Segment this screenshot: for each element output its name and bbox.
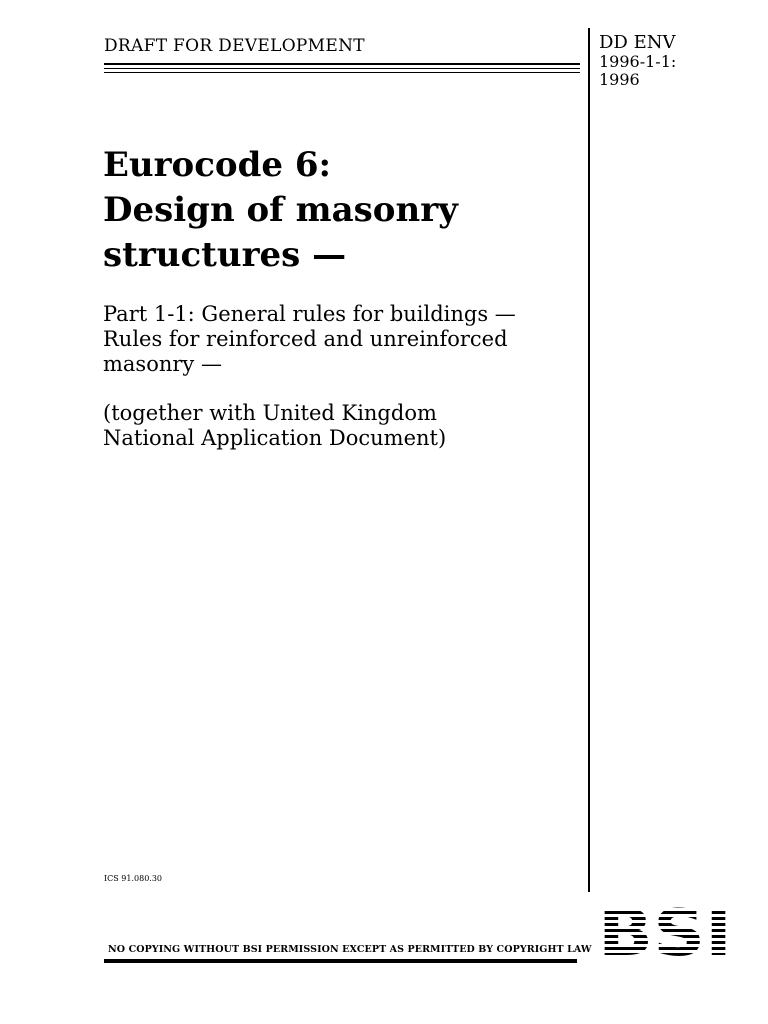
document-number bbox=[599, 33, 676, 89]
copyright-notice: NO COPYING WITHOUT BSI PERMISSION EXCEPT AS PERMITTED BY COPYRIGHT LAW bbox=[108, 944, 592, 955]
document-title bbox=[103, 143, 573, 278]
title-line3: structures — bbox=[103, 235, 347, 275]
vertical-divider bbox=[588, 28, 590, 892]
subtitle-line2: Rules for reinforced and unreinforced bbox=[103, 327, 508, 351]
subtitle-line3: masonry — bbox=[103, 352, 222, 376]
header-rule-bottom bbox=[104, 72, 580, 73]
document-number-line2: 1996-1-1: bbox=[599, 52, 677, 71]
document-supplement-note bbox=[103, 401, 579, 451]
title-line2: Design of masonry bbox=[103, 190, 458, 230]
supplement-line2: National Application Document) bbox=[103, 426, 447, 450]
bsi-logo-icon: BSI bbox=[598, 905, 732, 957]
document-number-line1: DD ENV bbox=[599, 32, 676, 53]
header-rule-mid bbox=[104, 68, 580, 69]
footer-rule bbox=[104, 959, 577, 963]
title-line1: Eurocode 6: bbox=[103, 145, 332, 185]
supplement-line1: (together with United Kingdom bbox=[103, 401, 437, 425]
document-subtitle bbox=[103, 302, 579, 377]
document-number-line3: 1996 bbox=[599, 70, 640, 89]
header-rule-top bbox=[104, 63, 580, 65]
ics-code: ICS 91.080.30 bbox=[104, 874, 163, 883]
subtitle-line1: Part 1-1: General rules for buildings — bbox=[103, 302, 516, 326]
header-label: DRAFT FOR DEVELOPMENT bbox=[104, 36, 365, 56]
